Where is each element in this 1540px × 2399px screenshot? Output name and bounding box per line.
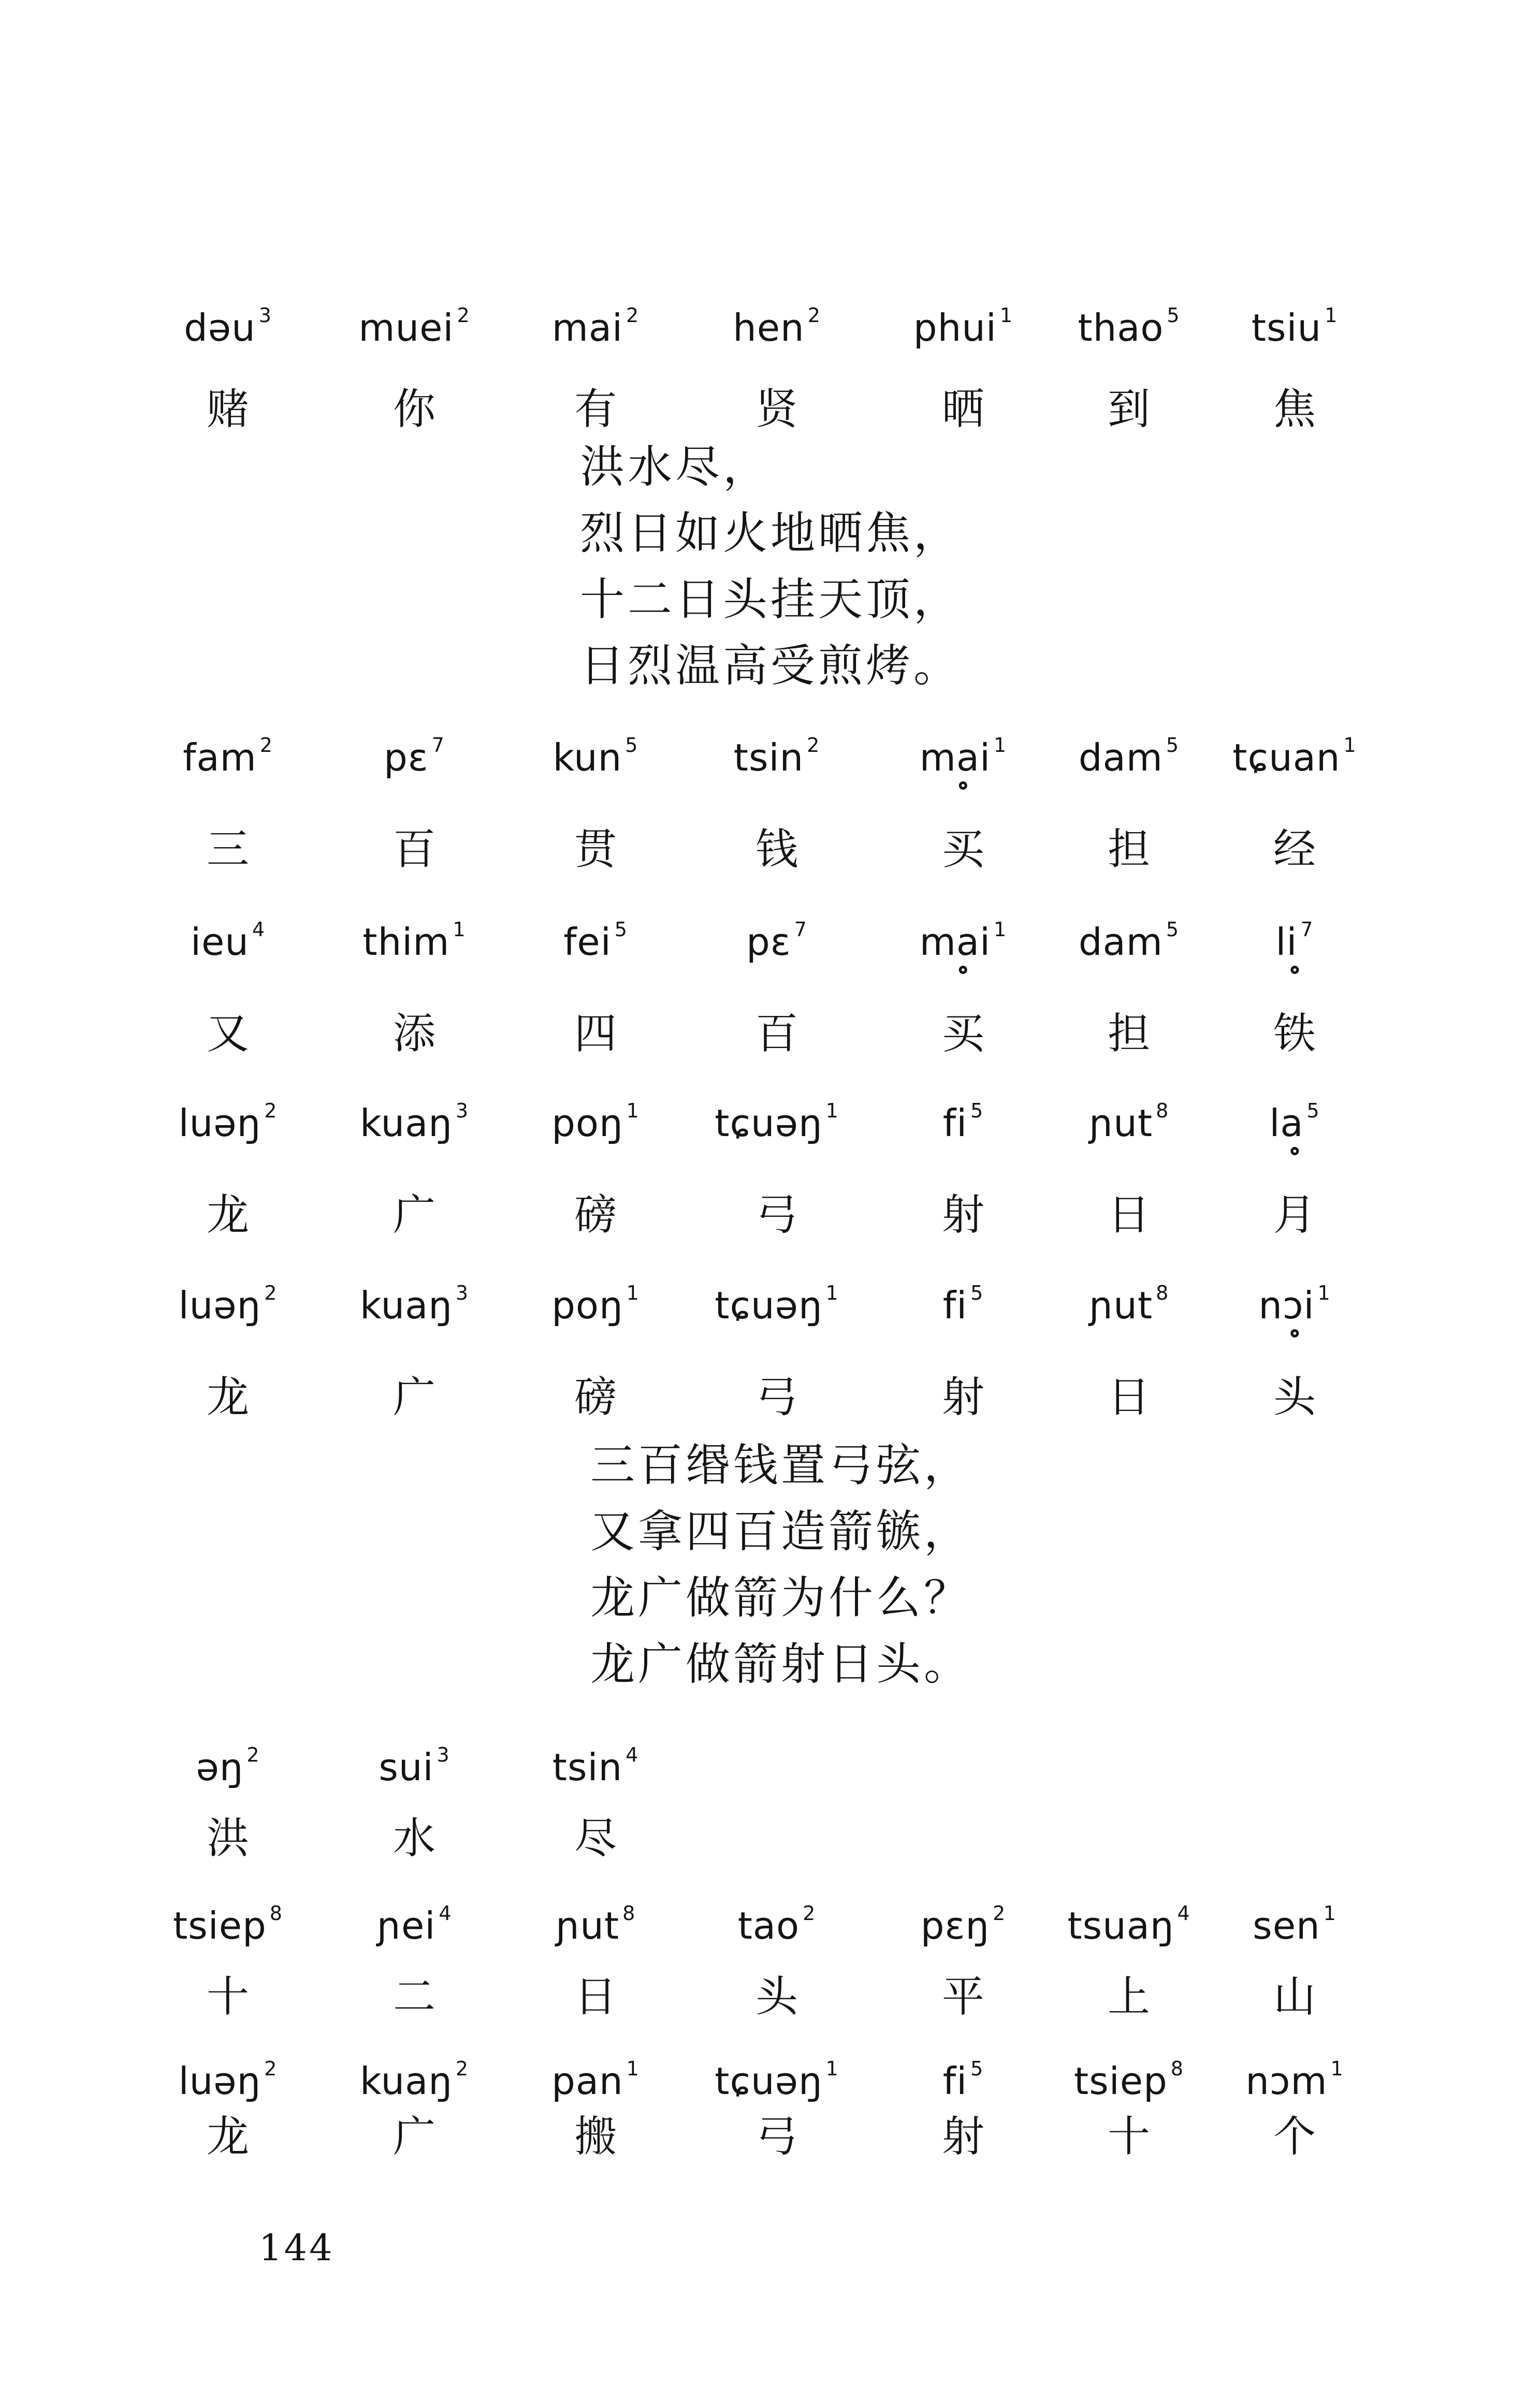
tone-number: 1 [825, 1099, 839, 1122]
tone-number: 5 [1166, 918, 1180, 941]
tone-number: 1 [825, 1282, 839, 1304]
chinese-gloss: 头 [755, 1972, 798, 2022]
chinese-gloss: 经 [1273, 825, 1316, 874]
chinese-gloss: 广 [393, 2112, 436, 2161]
tone-number: 5 [970, 1099, 984, 1122]
romanization-text: kuaŋ [359, 1101, 453, 1145]
romanization-text: dəu [184, 306, 256, 350]
checked-tone-circle [1290, 1147, 1299, 1155]
verse-line: 三百缗钱置弓弦， [590, 1440, 971, 1491]
chinese-gloss: 买 [941, 825, 985, 874]
chinese-gloss: 有 [574, 385, 617, 434]
tone-number: 2 [807, 734, 820, 757]
romanization [178, 2057, 278, 2103]
romanization [1245, 2057, 1344, 2103]
chinese-gloss: 百 [393, 825, 436, 874]
tone-number: 2 [993, 1902, 1006, 1925]
romanization [1232, 734, 1357, 780]
tone-number: 4 [626, 1743, 639, 1766]
chinese-gloss: 山 [1273, 1972, 1316, 2022]
romanization-text: ɲut [1088, 1101, 1153, 1145]
romanization [553, 734, 638, 780]
romanization-text: muei [358, 306, 454, 350]
chinese-gloss: 十 [1107, 2112, 1151, 2161]
chinese-gloss: 百 [755, 1009, 798, 1058]
chinese-gloss: 磅 [574, 1373, 617, 1422]
tone-number: 5 [1306, 1099, 1320, 1122]
romanization [913, 304, 1013, 350]
tone-number: 4 [1177, 1902, 1190, 1925]
tone-number: 1 [1323, 1902, 1336, 1925]
verse-line: 烈日如火地晒焦， [580, 507, 961, 559]
romanization-text: pɛŋ [920, 1904, 990, 1948]
tone-number: 2 [259, 734, 273, 757]
chinese-gloss: 日 [1107, 1190, 1151, 1240]
romanization-text: ɲut [1088, 1284, 1153, 1328]
tone-number: 1 [994, 918, 1007, 941]
romanization [359, 1282, 469, 1328]
verse-stanza [590, 1432, 1315, 1697]
tone-number: 1 [1343, 734, 1357, 757]
romanization [715, 1099, 839, 1145]
chinese-gloss: 贤 [755, 385, 798, 434]
romanization-text: luəŋ [178, 2059, 261, 2103]
romanization [563, 918, 628, 964]
chinese-gloss: 铁 [1273, 1009, 1316, 1058]
verse-line: 龙广做箭为什么？ [590, 1572, 971, 1624]
romanization [384, 734, 445, 780]
romanization [184, 304, 272, 350]
romanization-text: fam [183, 736, 257, 780]
chinese-gloss: 又 [206, 1009, 250, 1058]
romanization-text: luəŋ [178, 1284, 261, 1328]
chinese-gloss: 日 [574, 1972, 617, 2022]
tone-number: 1 [1317, 1282, 1331, 1304]
tone-number: 3 [258, 304, 272, 327]
romanization [733, 304, 821, 350]
tone-number: 3 [455, 1282, 469, 1304]
romanization-text: tsin [733, 736, 804, 780]
romanization [1251, 304, 1338, 350]
tone-number: 1 [994, 734, 1007, 757]
romanization-text: sen [1253, 1904, 1320, 1948]
chinese-gloss: 磅 [574, 1190, 617, 1240]
chinese-gloss: 晒 [941, 385, 985, 434]
romanization [737, 1902, 816, 1948]
tone-number: 2 [803, 1902, 816, 1925]
romanization-text: tao [737, 1904, 800, 1948]
romanization-text: kun [553, 736, 622, 780]
page-number: 144 [259, 2227, 335, 2269]
romanization-text: thim [362, 920, 450, 964]
romanization [1253, 1902, 1336, 1948]
chinese-gloss: 平 [941, 1972, 985, 2022]
romanization-text: nɔi [1258, 1284, 1315, 1328]
chinese-gloss: 水 [393, 1814, 436, 1863]
romanization [1269, 1101, 1319, 1155]
romanization-text: fi [942, 2059, 968, 2103]
checked-tone-circle [959, 966, 967, 974]
romanization [1067, 1902, 1190, 1948]
chinese-gloss: 钱 [755, 825, 798, 874]
checked-tone-circle [1290, 1329, 1299, 1337]
chinese-gloss: 弓 [755, 2112, 798, 2161]
verse-line: 洪水尽， [580, 441, 771, 493]
romanization [196, 1743, 260, 1790]
chinese-gloss: 赌 [206, 385, 250, 434]
chinese-gloss: 弓 [755, 1373, 798, 1422]
romanization-text: la [1269, 1101, 1304, 1145]
romanization [551, 304, 640, 350]
romanization-text: fi [942, 1101, 968, 1145]
chinese-gloss: 射 [941, 1373, 985, 1422]
romanization-text: tsuaŋ [1067, 1904, 1174, 1948]
checked-tone-circle [1290, 966, 1299, 974]
romanization-text: ieu [190, 920, 249, 964]
chinese-gloss: 十 [206, 1972, 250, 2022]
chinese-gloss: 龙 [206, 1190, 250, 1240]
tone-number: 5 [614, 918, 628, 941]
romanization-text: thao [1078, 306, 1164, 350]
romanization [1074, 2057, 1184, 2103]
chinese-gloss: 广 [393, 1190, 436, 1240]
romanization [178, 1099, 278, 1145]
chinese-gloss: 月 [1273, 1190, 1316, 1240]
romanization-text: dam [1078, 736, 1163, 780]
romanization-text: tɕuəŋ [715, 1101, 823, 1145]
chinese-gloss: 焦 [1273, 385, 1316, 434]
romanization-text: sui [379, 1746, 434, 1790]
romanization [190, 918, 266, 964]
tone-number: 1 [626, 2057, 640, 2080]
tone-number: 5 [625, 734, 638, 757]
tone-number: 2 [264, 1099, 278, 1122]
romanization [551, 1282, 640, 1328]
romanization [379, 1743, 450, 1790]
tone-number: 4 [439, 1902, 452, 1925]
tone-number: 5 [970, 1282, 984, 1304]
tone-number: 1 [626, 1099, 640, 1122]
tone-number: 2 [264, 2057, 278, 2080]
chinese-gloss: 日 [1107, 1373, 1151, 1422]
romanization [1078, 304, 1180, 350]
tone-number: 1 [825, 2057, 839, 2080]
chinese-gloss: 搬 [574, 2112, 617, 2161]
chinese-gloss: 贯 [574, 825, 617, 874]
romanization [358, 304, 470, 350]
tone-number: 8 [1170, 2057, 1184, 2080]
romanization-text: poŋ [551, 1101, 623, 1145]
romanization [920, 735, 1007, 790]
chinese-gloss: 到 [1107, 385, 1151, 434]
tone-number: 7 [1300, 918, 1314, 941]
verse-stanza [580, 434, 1305, 699]
romanization-text: nɔm [1245, 2059, 1328, 2103]
romanization-text: əŋ [196, 1746, 244, 1790]
chinese-gloss: 洪 [206, 1814, 250, 1863]
chinese-gloss: 担 [1107, 825, 1151, 874]
chinese-gloss: 买 [941, 1009, 985, 1058]
romanization [1275, 920, 1313, 974]
romanization [359, 2057, 469, 2103]
romanization [1258, 1283, 1330, 1337]
chinese-gloss: 四 [574, 1009, 617, 1058]
romanization [920, 920, 1007, 974]
romanization [1078, 918, 1180, 964]
tone-number: 2 [807, 304, 821, 327]
tone-number: 3 [437, 1743, 450, 1766]
tone-number: 1 [999, 304, 1013, 327]
chinese-gloss: 担 [1107, 1009, 1151, 1058]
romanization-text: tsin [552, 1746, 623, 1790]
tone-number: 8 [1156, 1282, 1169, 1304]
tone-number: 2 [457, 304, 470, 327]
romanization-text: tsiep [173, 1904, 267, 1948]
tone-number: 1 [1330, 2057, 1344, 2080]
tone-number: 1 [626, 1282, 640, 1304]
tone-number: 2 [264, 1282, 278, 1304]
romanization-text: pɛ [384, 736, 429, 780]
romanization-text: mai [551, 306, 623, 350]
romanization-text: mai [919, 920, 991, 964]
tone-number: 2 [246, 1743, 260, 1766]
romanization [173, 1902, 283, 1948]
romanization-text: tɕuan [1232, 736, 1341, 780]
romanization [942, 1282, 984, 1328]
romanization-text: tɕuəŋ [715, 1284, 823, 1328]
romanization-text: hen [733, 306, 805, 350]
romanization [555, 1902, 636, 1948]
romanization-text: li [1275, 920, 1298, 964]
chinese-gloss: 龙 [206, 1373, 250, 1422]
romanization-text: kuaŋ [359, 1284, 453, 1328]
romanization [359, 1099, 469, 1145]
romanization [746, 918, 807, 964]
chinese-gloss: 弓 [755, 1190, 798, 1240]
romanization-text: phui [913, 306, 997, 350]
romanization [178, 1282, 278, 1328]
romanization-text: fi [942, 1284, 968, 1328]
tone-number: 7 [794, 918, 807, 941]
tone-number: 8 [269, 1902, 283, 1925]
romanization-text: luəŋ [178, 1101, 261, 1145]
romanization [942, 2057, 984, 2103]
tone-number: 5 [1167, 304, 1180, 327]
chinese-gloss: 二 [393, 1972, 436, 2022]
romanization [1088, 1099, 1169, 1145]
romanization [552, 1743, 639, 1790]
tone-number: 5 [970, 2057, 984, 2080]
tone-number: 4 [252, 918, 266, 941]
romanization [715, 2057, 839, 2103]
tone-number: 1 [453, 918, 466, 941]
romanization-text: poŋ [551, 1284, 623, 1328]
romanization-text: kuaŋ [359, 2059, 453, 2103]
chinese-gloss: 射 [941, 1190, 985, 1240]
chinese-gloss: 三 [206, 825, 250, 874]
romanization-text: mai [919, 736, 991, 780]
romanization-text: pɛ [746, 920, 791, 964]
verse-line: 龙广做箭射日头。 [590, 1638, 971, 1690]
chinese-gloss: 射 [941, 2112, 985, 2161]
chinese-gloss: 上 [1107, 1972, 1151, 2022]
romanization-text: ɲut [555, 1904, 620, 1948]
chinese-gloss: 头 [1273, 1373, 1316, 1422]
chinese-gloss: 添 [393, 1009, 436, 1058]
romanization-text: dam [1078, 920, 1163, 964]
romanization-text: tsiu [1251, 306, 1322, 350]
romanization [1088, 1282, 1169, 1328]
romanization [1078, 734, 1180, 780]
romanization [715, 1282, 839, 1328]
checked-tone-circle [959, 781, 967, 790]
tone-number: 2 [455, 2057, 469, 2080]
romanization-text: fei [563, 920, 612, 964]
verse-line: 又拿四百造箭镞， [590, 1506, 971, 1558]
tone-number: 1 [1325, 304, 1338, 327]
romanization [183, 734, 273, 780]
romanization [551, 1099, 640, 1145]
verse-line: 十二日头挂天顶， [580, 574, 961, 626]
chinese-gloss: 龙 [206, 2112, 250, 2161]
chinese-gloss: 广 [393, 1373, 436, 1422]
romanization [376, 1902, 452, 1948]
tone-number: 8 [1156, 1099, 1169, 1122]
tone-number: 8 [622, 1902, 636, 1925]
romanization-text: tsiep [1074, 2059, 1168, 2103]
tone-number: 2 [626, 304, 640, 327]
romanization [942, 1099, 984, 1145]
romanization [920, 1902, 1006, 1948]
tone-number: 7 [431, 734, 445, 757]
romanization-text: tɕuəŋ [715, 2059, 823, 2103]
romanization [551, 2057, 640, 2103]
tone-number: 5 [1166, 734, 1180, 757]
romanization-text: pan [551, 2059, 623, 2103]
romanization [733, 734, 820, 780]
tone-number: 3 [455, 1099, 469, 1122]
chinese-gloss: 个 [1273, 2112, 1316, 2161]
verse-line: 日烈温高受煎烤。 [580, 640, 961, 692]
romanization-text: ɲei [376, 1904, 436, 1948]
romanization [362, 918, 466, 964]
chinese-gloss: 你 [393, 385, 436, 434]
chinese-gloss: 尽 [574, 1814, 617, 1863]
